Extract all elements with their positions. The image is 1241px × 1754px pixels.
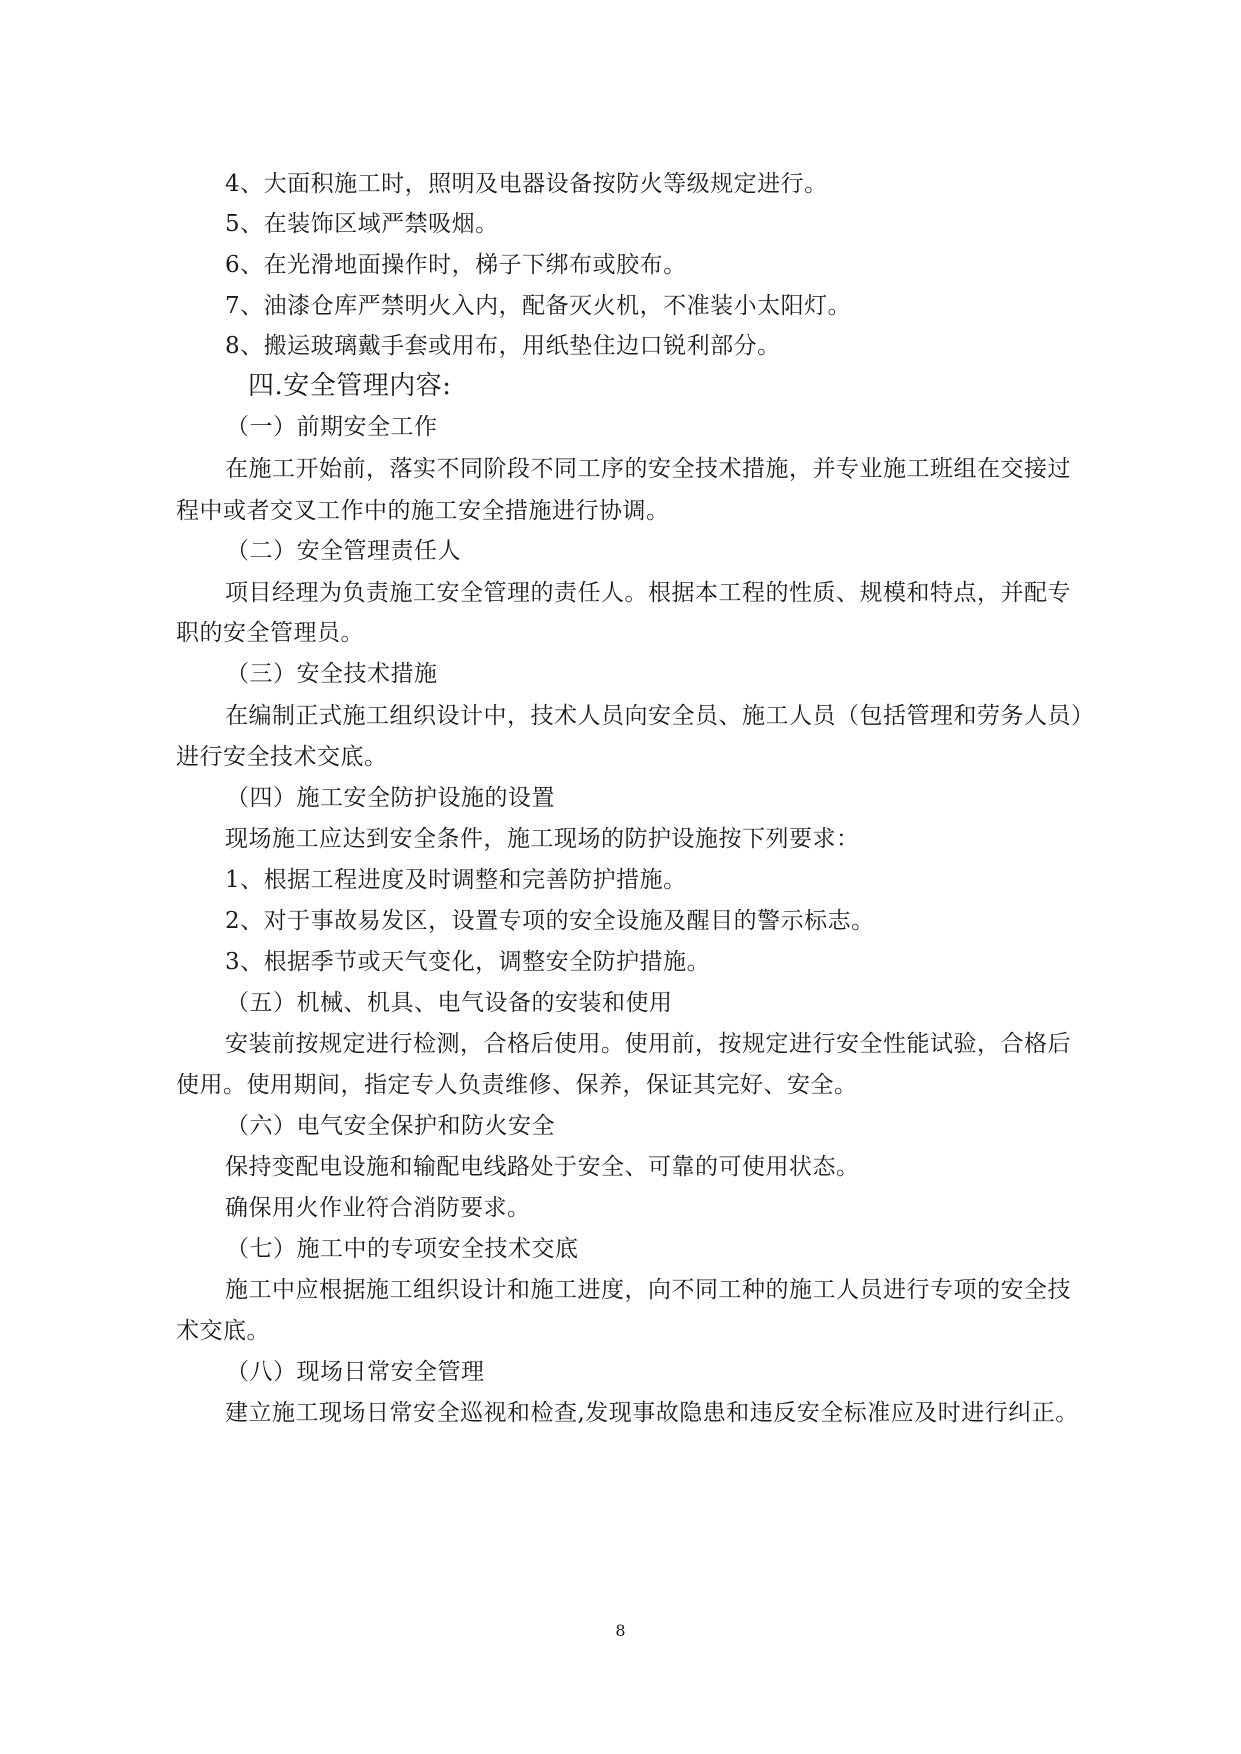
paragraph-line: 施工中应根据施工组织设计和施工进度，向不同工种的施工人员进行专项的安全技 <box>225 1277 1071 1303</box>
list-item: 2、对于事故易发区，设置专项的安全设施及醒目的警示标志。 <box>225 908 875 934</box>
page-number: 8 <box>615 1621 626 1640</box>
paragraph-line: 术交底。 <box>176 1318 270 1344</box>
paragraph-line: 保持变配电设施和输配电线路处于安全、可靠的可使用状态。 <box>225 1154 860 1180</box>
subsection-title: （一）前期安全工作 <box>226 414 438 440</box>
paragraph-line: 确保用火作业符合消防要求。 <box>225 1195 531 1221</box>
list-item: 4、大面积施工时，照明及电器设备按防火等级规定进行。 <box>225 171 828 197</box>
list-item: 6、在光滑地面操作时，梯子下绑布或胶布。 <box>225 252 687 278</box>
subsection-title: （五）机械、机具、电气设备的安装和使用 <box>226 990 673 1016</box>
paragraph-line: 建立施工现场日常安全巡视和检查,发现事故隐患和违反安全标准应及时进行纠正。 <box>225 1400 1079 1426</box>
list-item: 8、搬运玻璃戴手套或用布，用纸垫住边口锐利部分。 <box>225 333 781 359</box>
paragraph-line: 项目经理为负责施工安全管理的责任人。根据本工程的性质、规模和特点，并配专 <box>225 580 1071 606</box>
subsection-title: （八）现场日常安全管理 <box>226 1359 485 1385</box>
paragraph-line: 程中或者交叉工作中的施工安全措施进行协调。 <box>176 498 670 524</box>
paragraph-line: 安装前按规定进行检测，合格后使用。使用前，按规定进行安全性能试验，合格后 <box>225 1031 1071 1057</box>
list-item: 1、根据工程进度及时调整和完善防护措施。 <box>225 867 687 893</box>
paragraph-line: 进行安全技术交底。 <box>176 744 388 770</box>
subsection-title: （七）施工中的专项安全技术交底 <box>226 1236 579 1262</box>
subsection-title: （六）电气安全保护和防火安全 <box>226 1113 555 1139</box>
subsection-title: （二）安全管理责任人 <box>226 538 461 564</box>
paragraph-line: 使用。使用期间，指定专人负责维修、保养，保证其完好、安全。 <box>176 1072 858 1098</box>
list-item: 3、根据季节或天气变化，调整安全防护措施。 <box>225 949 711 975</box>
subsection-title: （四）施工安全防护设施的设置 <box>226 785 555 811</box>
paragraph-line: 在施工开始前，落实不同阶段不同工序的安全技术措施，并专业施工班组在交接过 <box>225 456 1071 482</box>
list-item: 5、在装饰区域严禁吸烟。 <box>225 211 499 237</box>
subsection-title: （三）安全技术措施 <box>226 661 438 687</box>
section-heading: 四.安全管理内容: <box>248 371 452 401</box>
paragraph-line: 在编制正式施工组织设计中，技术人员向安全员、施工人员（包括管理和劳务人员） <box>225 703 1095 729</box>
paragraph-line: 职的安全管理员。 <box>176 620 364 646</box>
list-item: 7、油漆仓库严禁明火入内，配备灭火机，不准装小太阳灯。 <box>225 293 852 319</box>
paragraph-line: 现场施工应达到安全条件，施工现场的防护设施按下列要求： <box>225 826 860 852</box>
